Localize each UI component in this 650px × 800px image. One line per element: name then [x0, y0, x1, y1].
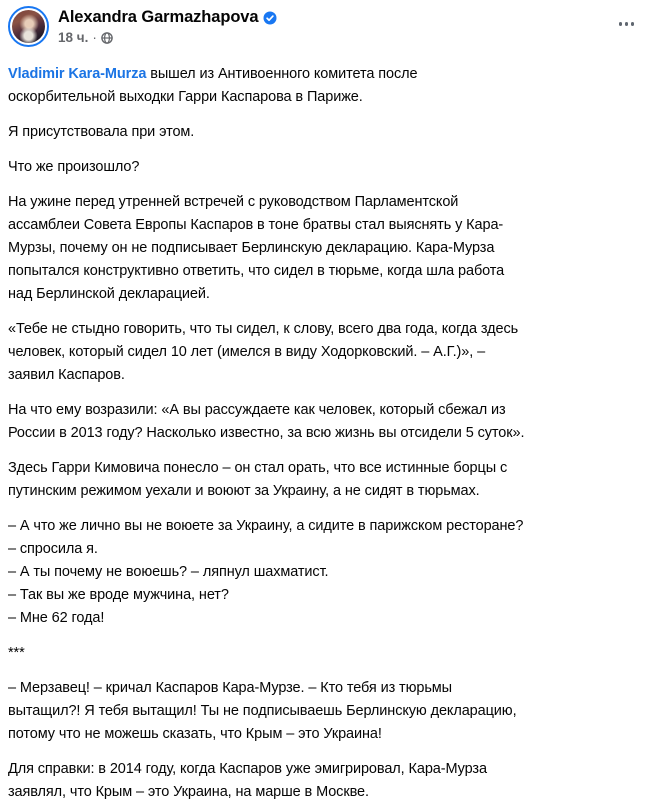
- text-line: путинским режимом уехали и воюют за Украину, а не сидят в тюрьмах.: [8, 483, 480, 499]
- post-paragraph: [8, 191, 642, 306]
- text-line: Что же произошло?: [8, 159, 140, 175]
- more-options-button[interactable]: [617, 16, 637, 32]
- avatar-photo: [12, 10, 45, 43]
- text-line: заявил Каспаров.: [8, 367, 125, 383]
- mention-link[interactable]: Vladimir Kara-Murza: [8, 66, 147, 82]
- post-paragraph: [8, 399, 642, 445]
- text-line: вытащил?! Я тебя вытащил! Ты не подписываешь Берлинскую декларацию,: [8, 703, 517, 719]
- text-line: Мурзы, почему он не подписывает Берлинскую декларацию. Кара-Мурза: [8, 240, 495, 256]
- text-line: – спросила я.: [8, 541, 98, 557]
- header-text: [58, 6, 638, 45]
- text-line: На ужине перед утренней встречей с руководством Парламентской: [8, 194, 459, 210]
- text-line: над Берлинской декларацией.: [8, 286, 210, 302]
- meta-separator: ·: [92, 30, 97, 45]
- avatar[interactable]: [8, 6, 49, 47]
- text-line: человек, который сидел 10 лет (имелся в виду Ходорковский. – А.Г.)», –: [8, 344, 486, 360]
- text-line: – Мерзавец! – кричал Каспаров Кара-Мурзе. – Кто тебя из тюрьмы: [8, 680, 452, 696]
- post-header: [0, 0, 650, 47]
- text-line: – Так вы же вроде мужчина, нет?: [8, 587, 229, 603]
- post-paragraph: [8, 457, 642, 503]
- text-line: Здесь Гарри Кимовича понесло – он стал орать, что все истинные борцы с: [8, 460, 508, 476]
- post-paragraph: [8, 156, 642, 179]
- text-line: потому что не можешь сказать, что Крым – это Украина!: [8, 726, 382, 742]
- text-line: ***: [8, 645, 25, 661]
- lead-text: вышел из Антивоенного комитета после: [146, 66, 418, 82]
- text-line: Для справки: в 2014 году, когда Каспаров уже эмигрировал, Кара-Мурза: [8, 761, 487, 777]
- more-options-icon: [619, 22, 623, 26]
- text-line: России в 2013 году? Насколько известно, за всю жизнь вы отсидели 5 суток».: [8, 425, 525, 441]
- post-body: [0, 63, 650, 800]
- post-paragraph-lead: [8, 63, 642, 109]
- text-line: ассамблеи Совета Европы Каспаров в тоне братвы стал выяснять у Кара-: [8, 217, 504, 233]
- post-paragraph-dialogue: [8, 515, 642, 630]
- post-paragraph-separator: [8, 642, 642, 665]
- text-line: попытался конструктивно ответить, что сидел в тюрьме, когда шла работа: [8, 263, 505, 279]
- text-line: – Мне 62 года!: [8, 610, 105, 626]
- post-paragraph: [8, 318, 642, 387]
- text-line: [8, 63, 642, 86]
- timestamp[interactable]: 18 ч.: [58, 30, 89, 45]
- globe-icon: [101, 32, 113, 44]
- text-line: «Тебе не стыдно говорить, что ты сидел, к слову, всего два года, когда здесь: [8, 321, 519, 337]
- author-name[interactable]: Alexandra Garmazhapova: [58, 8, 259, 26]
- text-line: На что ему возразили: «А вы рассуждаете как человек, который сбежал из: [8, 402, 506, 418]
- text-line: заявлял, что Крым – это Украина, на марше в Москве.: [8, 784, 369, 800]
- post-paragraph: [8, 677, 642, 746]
- post-meta: [58, 30, 638, 45]
- text-line: – А ты почему не воюешь? – ляпнул шахматист.: [8, 564, 329, 580]
- post-paragraph: [8, 758, 642, 800]
- text-line: оскорбительной выходки Гарри Каспарова в Париже.: [8, 89, 363, 105]
- post-paragraph: [8, 121, 642, 144]
- text-line: – А что же лично вы не воюете за Украину, а сидите в парижском ресторане?: [8, 518, 524, 534]
- verified-badge-icon: [263, 11, 277, 25]
- author-row: [58, 8, 638, 27]
- text-line: Я присутствовала при этом.: [8, 124, 195, 140]
